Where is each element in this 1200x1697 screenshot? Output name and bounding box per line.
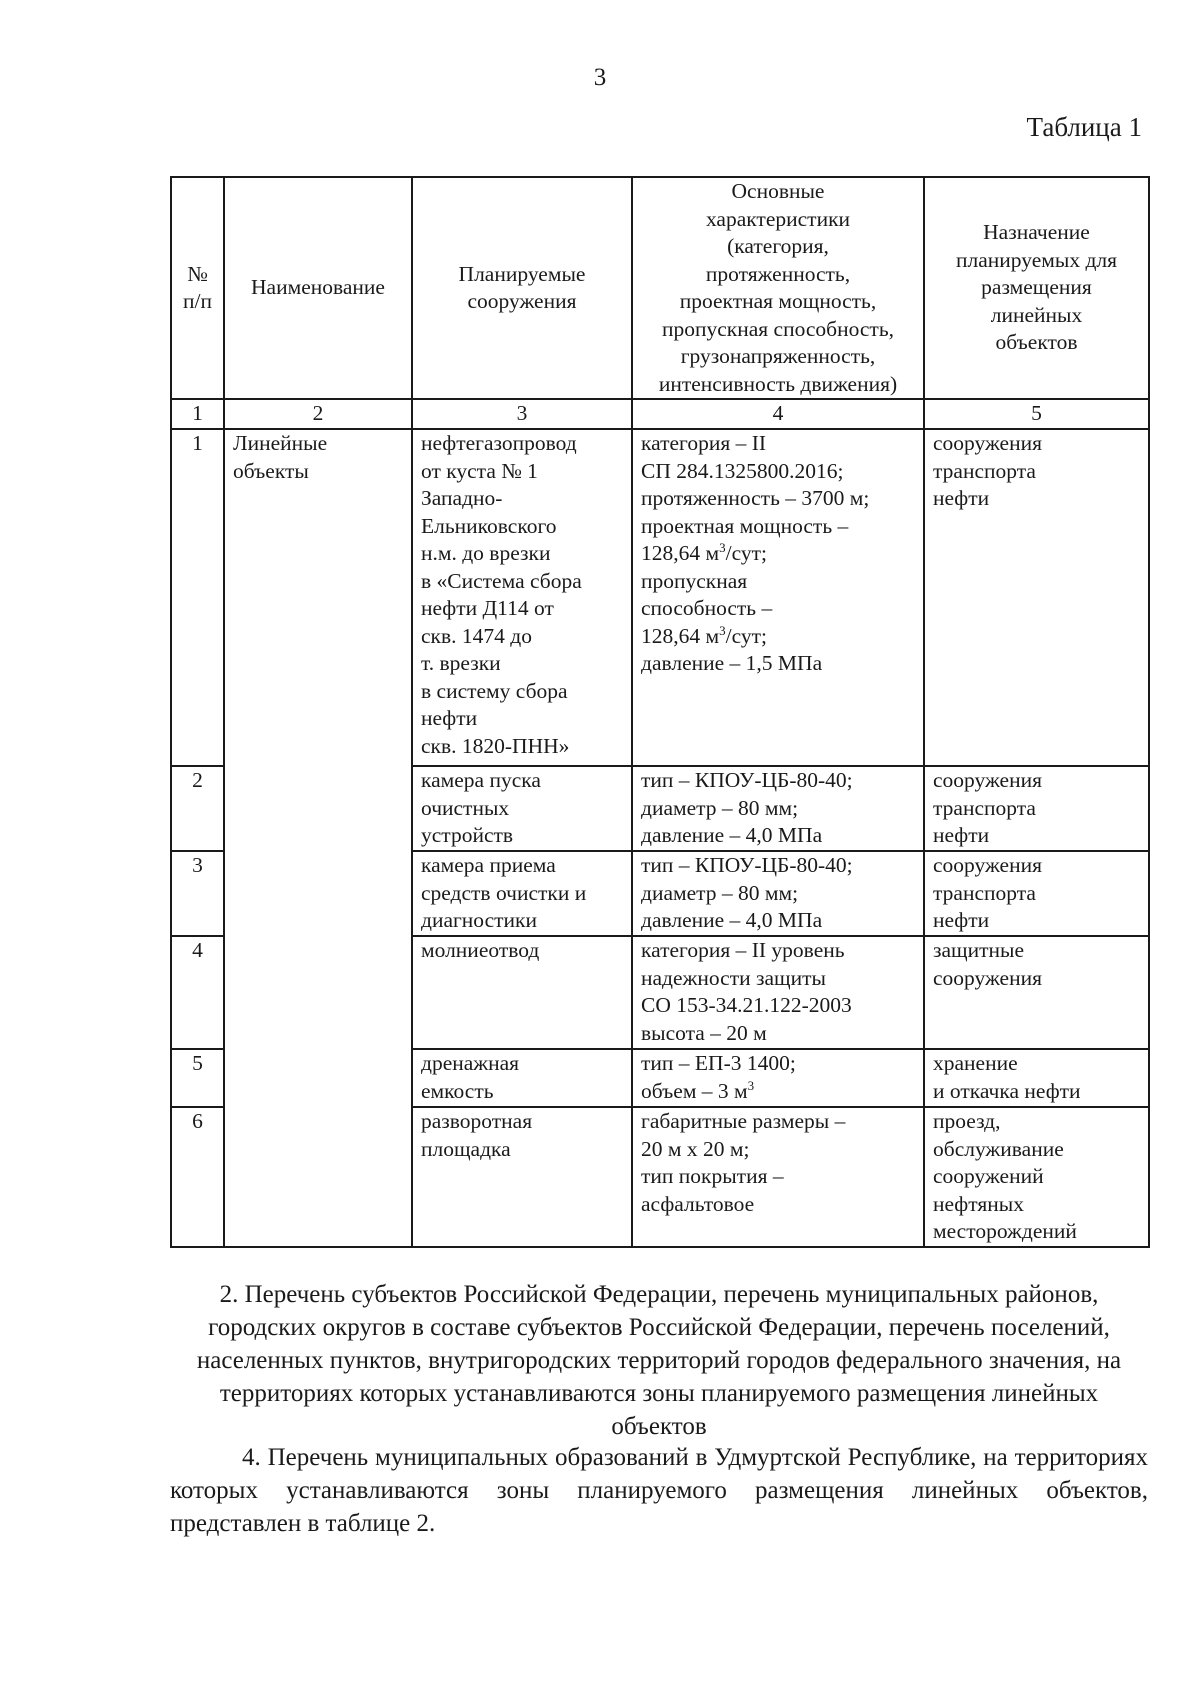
header-characteristics: Основные характеристики (категория, протяженность, проектная мощность, пропускная способность, грузонапряженность, интенсивность движения): [632, 177, 924, 399]
row-number: 2: [171, 766, 224, 851]
purpose-cell: хранение и откачка нефти: [924, 1049, 1149, 1107]
structure-cell: камера приема средств очистки и диагностики: [412, 851, 632, 936]
header-name: Наименование: [224, 177, 412, 399]
header-structures: Планируемые сооружения: [412, 177, 632, 399]
table-caption: Таблица 1: [1026, 112, 1142, 142]
specs-cell: тип – ЕП-3 1400; объем – 3 $м^3$: [632, 1049, 924, 1107]
table-header-row: [171, 177, 1149, 399]
table-body: [171, 429, 1149, 1247]
structure-cell: молниеотвод: [412, 936, 632, 1049]
specs-cell: тип – КПОУ-ЦБ-80-40; диаметр – 80 мм; давление – 4,0 МПа: [632, 851, 924, 936]
row-number: 1: [171, 429, 224, 766]
column-number: 5: [924, 399, 1149, 429]
structure-cell: дренажная емкость: [412, 1049, 632, 1107]
specs-cell: габаритные размеры – 20 м х 20 м; тип покрытия – асфальтовое: [632, 1107, 924, 1247]
column-number: 4: [632, 399, 924, 429]
structure-cell: разворотная площадка: [412, 1107, 632, 1247]
purpose-cell: проезд, обслуживание сооружений нефтяных месторождений: [924, 1107, 1149, 1247]
purpose-cell: сооружения транспорта нефти: [924, 766, 1149, 851]
structure-cell: нефтегазопровод от куста № 1 Западно- Ельниковского н.м. до врезки в «Система сбора нефти Д114 от скв. 1474 до т. врезки в систему сбора нефти скв. 1820-ПНН»: [412, 429, 632, 766]
header-number: № п/п: [171, 177, 224, 399]
column-numbers-row: [171, 399, 1149, 429]
group-name-cell: Линейные объекты: [224, 429, 412, 1247]
page-number: 3: [593, 64, 607, 91]
row-number: 5: [171, 1049, 224, 1107]
specs-cell: категория – II СП 284.1325800.2016; протяженность – 3700 м; проектная мощность – 128,64 $м^3$/сут; пропускная способность – 128,64 $м^3$/сут; давление – 1,5 МПа: [632, 429, 924, 766]
column-number: 3: [412, 399, 632, 429]
row-number: 6: [171, 1107, 224, 1247]
header-purpose: Назначение планируемых для размещения линейных объектов: [924, 177, 1149, 399]
row-number: 3: [171, 851, 224, 936]
purpose-cell: сооружения транспорта нефти: [924, 429, 1149, 766]
table-row: [171, 429, 1149, 766]
purpose-cell: сооружения транспорта нефти: [924, 851, 1149, 936]
specs-cell: категория – II уровень надежности защиты СО 153-34.21.122-2003 высота – 20 м: [632, 936, 924, 1049]
specs-cell: тип – КПОУ-ЦБ-80-40; диаметр – 80 мм; давление – 4,0 МПа: [632, 766, 924, 851]
column-number: 2: [224, 399, 412, 429]
column-number: 1: [171, 399, 224, 429]
paragraph-4: 4. Перечень муниципальных образований в Удмуртской Республике, на территориях которых устанавливаются зоны планируемого размещения линейных объектов, представлен в таблице 2.: [170, 1444, 1148, 1537]
row-number: 4: [171, 936, 224, 1049]
structure-cell: камера пуска очистных устройств: [412, 766, 632, 851]
section-heading: 2. Перечень субъектов Российской Федерации, перечень муниципальных районов, городских округов в составе субъектов Российской Федерации, перечень поселений, населенных пунктов, внутригородских территорий городов федерального значения, на территориях которых устанавливаются зоны планируемого размещения линейных объектов: [196, 1281, 1122, 1440]
purpose-cell: защитные сооружения: [924, 936, 1149, 1049]
linear-objects-table: [170, 176, 1150, 1248]
